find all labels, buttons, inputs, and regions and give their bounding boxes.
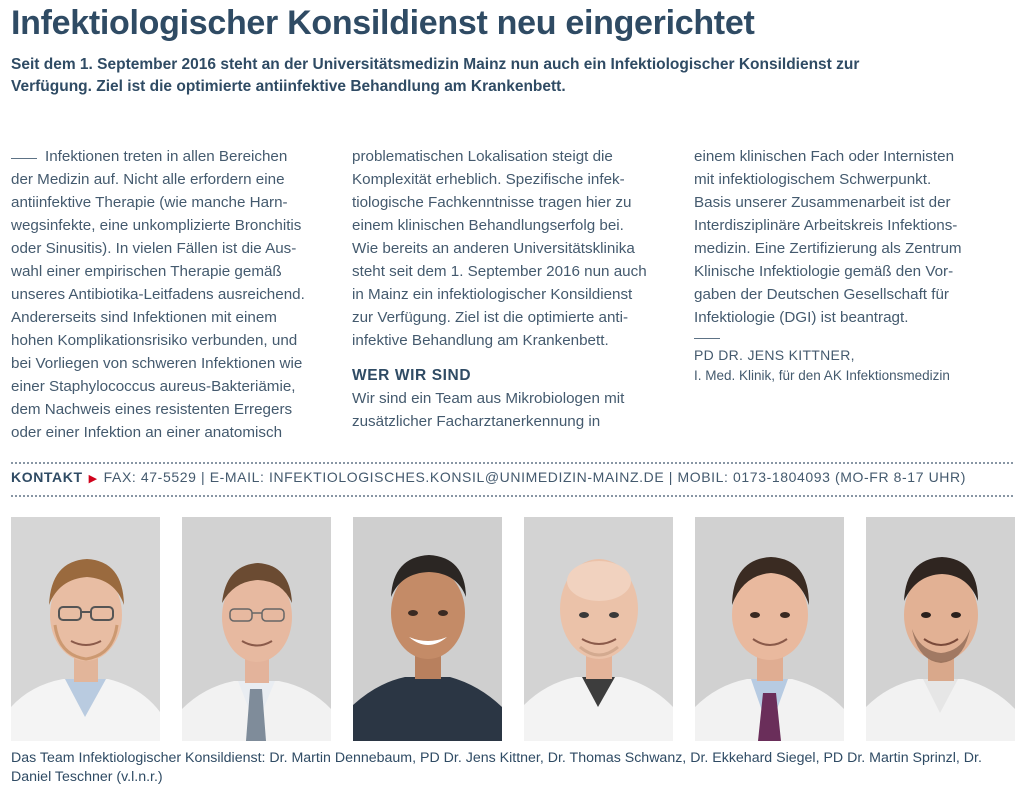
paragraph-line: Infektiologie (DGI) ist beantragt. [694,309,909,326]
author-name: PD DR. JENS KITTNER, [694,347,855,363]
paragraph-line: steht seit dem 1. September 2016 nun auch [352,263,647,280]
paragraph-line: bei Vorliegen von schweren Infektionen wie [11,355,303,372]
paragraph-line: infektive Behandlung am Krankenbett. [352,332,609,349]
paragraph-line: Klinische Infektiologie gemäß den Vor- [694,263,954,280]
paragraph-line: Basis unserer Zusammenarbeit ist der [694,194,951,211]
paragraph-line: zusätzlicher Facharztanerkennung in [352,413,601,430]
contact-divider-top [11,462,1013,464]
paragraph-line: Andererseits sind Infektionen mit einem [11,309,277,326]
paragraph-line: oder Sinusitis). In vielen Fällen ist die Aus- [11,240,297,257]
paragraph-line: einer Staphylococcus aureus-Bakteriämie, [11,378,296,395]
article-lead: Seit dem 1. September 2016 steht an der Universitätsmedizin Mainz nun auch ein Infektiologischer Konsildienst zur Verfügung. Ziel ist die optimierte antiinfektive Behandlung am Krankenbett. [11,56,860,95]
paragraph-line: hohen Komplikationsrisiko verbunden, und [11,332,298,349]
author-affiliation: I. Med. Klinik, für den AK Infektionsmedizin [694,368,950,383]
paragraph-line: antiinfektive Therapie (wie manche Harn- [11,194,288,211]
section-heading-wer-wir-sind: WER WIR SIND [352,367,472,384]
article-column-2 [352,145,676,433]
article-column-3 [694,145,1014,387]
signature-rule [694,338,720,339]
paragraph-line: Wie bereits an anderen Universitätsklinika [352,240,635,257]
paragraph-line: dem Nachweis eines resistenten Erregers [11,401,293,418]
team-photo-4 [524,517,673,741]
photo-caption: Das Team Infektiologischer Konsildienst: Dr. Martin Dennebaum, PD Dr. Jens Kittner, Dr. Thomas Schwanz, Dr. Ekkehard Siegel, PD Dr. Martin Sprinzl, Dr. Daniel Teschner (v.l.n.r.) [11,750,982,785]
team-photo-1 [11,517,160,741]
paragraph-line: unseres Antibiotika-Leitfadens ausreichend. [11,286,305,303]
paragraph-line: mit infektiologischem Schwerpunkt. [694,171,932,188]
contact-bar [11,469,1021,485]
paragraph-line: oder einer Infektion an einer anatomisch [11,424,283,441]
paragraph-line: einem klinischen Fach oder Internisten [694,148,955,165]
paragraph-line: wegsinfekte, eine unkomplizierte Bronchitis [11,217,302,234]
paragraph-line: Interdisziplinäre Arbeitskreis Infektions- [694,217,958,234]
triangle-right-icon: ▶ [88,473,98,485]
team-photo-5 [695,517,844,741]
paragraph-line: gaben der Deutschen Gesellschaft für [694,286,949,303]
contact-divider-bottom [11,495,1013,497]
paragraph-line: Komplexität erheblich. Spezifische infek- [352,171,625,188]
lead-rule [11,158,37,159]
team-photo-strip [11,517,1014,741]
team-photo-2 [182,517,331,741]
team-photo-6 [866,517,1015,741]
paragraph-line: der Medizin auf. Nicht alle erfordern eine [11,171,285,188]
paragraph-line: wahl einer empirischen Therapie gemäß [11,263,282,280]
article-column-1 [11,145,333,444]
contact-details: FAX: 47-5529 | E-MAIL: INFEKTIOLOGISCHES.KONSIL@UNIMEDIZIN-MAINZ.DE | MOBIL: 0173-1804093 (MO-FR 8-17 UHR) [103,469,966,485]
paragraph-line: tiologische Fachkenntnisse tragen hier zu [352,194,632,211]
paragraph-line: einem klinischen Behandlungserfolg bei. [352,217,624,234]
contact-label: KONTAKT [11,469,83,485]
paragraph-line: zur Verfügung. Ziel ist die optimierte anti- [352,309,629,326]
paragraph-line: Wir sind ein Team aus Mikrobiologen mit [352,390,625,407]
paragraph-line: Infektionen treten in allen Bereichen [11,145,333,168]
article-title: Infektiologischer Konsildienst neu eingerichtet [11,4,755,42]
team-photo-3 [353,517,502,741]
paragraph-line: medizin. Eine Zertifizierung als Zentrum [694,240,962,257]
paragraph-line: problematischen Lokalisation steigt die [352,148,613,165]
paragraph-line: in Mainz ein infektiologischer Konsildienst [352,286,633,303]
